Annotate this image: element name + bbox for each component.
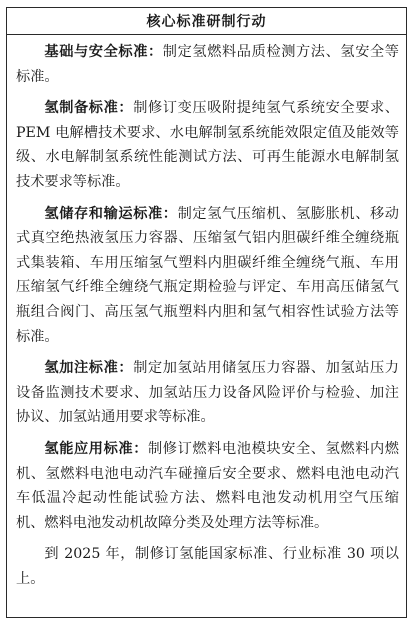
- paragraph-heading: 基础与安全标准：: [44, 44, 163, 60]
- paragraph-target-2025: [16, 542, 399, 591]
- paragraph-refueling: [16, 356, 399, 430]
- paragraph-heading: 氢加注标准：: [44, 360, 134, 377]
- paragraph-heading: 氢制备标准：: [44, 100, 134, 117]
- paragraph-hydrogen-production: [16, 96, 399, 194]
- paragraph-application: [16, 437, 399, 535]
- paragraph-heading: 氢能应用标准：: [44, 440, 148, 457]
- paragraph-body: 制修订燃料电池模块安全、氢燃料内燃机、氢燃料电池电动汽车碰撞后安全要求、燃料电池电动汽车低温冷起动性能试验方法、燃料电池发动机用空气压缩机、燃料电池发动机故障分类及处理方法等标准。: [16, 440, 399, 531]
- paragraph-body: 制修订变压吸附提纯氢气系统安全要求、PEM 电解槽技术要求、水电解制氢系统能效限定值及能效等级、水电解制氢系统性能测试方法、可再生能源水电解制氢技术要求等标准。: [16, 100, 399, 190]
- box-title: 核心标准研制行动: [146, 14, 267, 30]
- standards-box: [6, 7, 407, 618]
- paragraph-heading: 氢储存和输运标准：: [44, 205, 178, 222]
- paragraph-body: 制定氢燃料品质检测方法、氢安全等标准。: [16, 44, 399, 85]
- box-header: [7, 8, 406, 35]
- paragraph-body: 制定氢气压缩机、氢膨胀机、移动式真空绝热液氢压力容器、压缩氢气铝内胆碳纤维全缠绕瓶式集装箱、车用压缩氢气塑料内胆碳纤维全缠绕气瓶、车用压缩氢气纤维全缠绕气瓶定期检验与评定、车用高压储氢气瓶组合阀门、高压氢气瓶塑料内胆和氢气相容性试验方法等标准。: [16, 205, 399, 345]
- box-content: [7, 35, 406, 591]
- paragraph-body: 制定加氢站用储氢压力容器、加氢站压力设备监测技术要求、加氢站压力设备风险评价与检验、加注协议、加氢站通用要求等标准。: [16, 360, 399, 426]
- paragraph-body: 到 2025 年，制修订氢能国家标准、行业标准 30 项以上。: [16, 546, 399, 587]
- paragraph-basic-safety: [16, 40, 399, 89]
- paragraph-storage-transport: [16, 202, 399, 350]
